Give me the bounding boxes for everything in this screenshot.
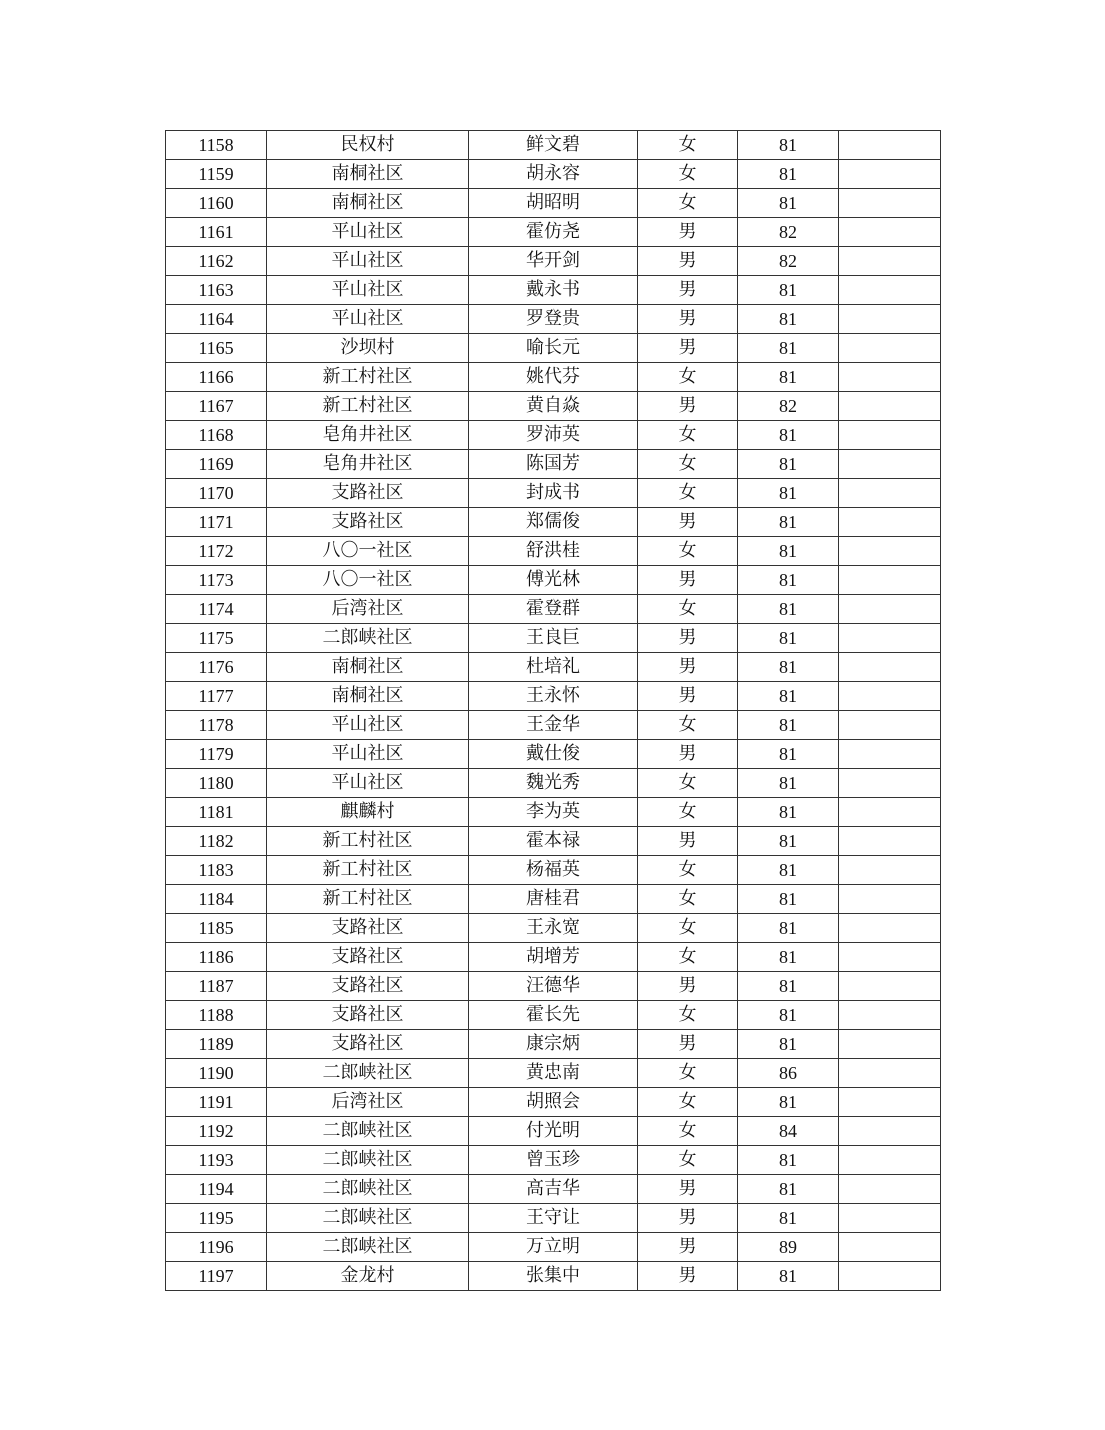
age-cell: 81 [738, 914, 839, 943]
table-row [166, 943, 941, 972]
row-number-cell: 1174 [166, 595, 267, 624]
row-number-cell: 1176 [166, 653, 267, 682]
gender-cell: 女 [638, 537, 738, 566]
gender-cell: 男 [638, 218, 738, 247]
community-cell: 南桐社区 [267, 682, 469, 711]
community-cell: 支路社区 [267, 943, 469, 972]
gender-cell: 男 [638, 1262, 738, 1291]
table-row [166, 334, 941, 363]
gender-cell: 女 [638, 769, 738, 798]
age-cell: 82 [738, 392, 839, 421]
name-cell: 华开剑 [469, 247, 638, 276]
row-number-cell: 1196 [166, 1233, 267, 1262]
name-cell: 李为英 [469, 798, 638, 827]
remark-cell [839, 1117, 941, 1146]
community-cell: 民权村 [267, 131, 469, 160]
table-row [166, 1088, 941, 1117]
community-cell: 支路社区 [267, 508, 469, 537]
name-cell: 万立明 [469, 1233, 638, 1262]
remark-cell [839, 334, 941, 363]
gender-cell: 女 [638, 1146, 738, 1175]
gender-cell: 女 [638, 914, 738, 943]
age-cell: 81 [738, 276, 839, 305]
age-cell: 81 [738, 1262, 839, 1291]
community-cell: 后湾社区 [267, 595, 469, 624]
age-cell: 81 [738, 711, 839, 740]
age-cell: 81 [738, 740, 839, 769]
community-cell: 南桐社区 [267, 653, 469, 682]
community-cell: 平山社区 [267, 740, 469, 769]
row-number-cell: 1182 [166, 827, 267, 856]
name-cell: 霍登群 [469, 595, 638, 624]
community-cell: 新工村社区 [267, 363, 469, 392]
table-row [166, 479, 941, 508]
name-cell: 黄忠南 [469, 1059, 638, 1088]
age-cell: 81 [738, 856, 839, 885]
community-cell: 金龙村 [267, 1262, 469, 1291]
remark-cell [839, 508, 941, 537]
name-cell: 胡照会 [469, 1088, 638, 1117]
age-cell: 81 [738, 508, 839, 537]
gender-cell: 男 [638, 972, 738, 1001]
remark-cell [839, 131, 941, 160]
name-cell: 封成书 [469, 479, 638, 508]
gender-cell: 女 [638, 450, 738, 479]
table-row [166, 1059, 941, 1088]
remark-cell [839, 189, 941, 218]
row-number-cell: 1167 [166, 392, 267, 421]
remark-cell [839, 363, 941, 392]
table-row [166, 914, 941, 943]
row-number-cell: 1163 [166, 276, 267, 305]
row-number-cell: 1195 [166, 1204, 267, 1233]
gender-cell: 女 [638, 363, 738, 392]
gender-cell: 男 [638, 827, 738, 856]
row-number-cell: 1184 [166, 885, 267, 914]
name-cell: 胡永容 [469, 160, 638, 189]
table-row [166, 392, 941, 421]
name-cell: 唐桂君 [469, 885, 638, 914]
age-cell: 81 [738, 798, 839, 827]
row-number-cell: 1168 [166, 421, 267, 450]
gender-cell: 女 [638, 711, 738, 740]
table-row [166, 508, 941, 537]
name-cell: 戴仕俊 [469, 740, 638, 769]
table-row [166, 1262, 941, 1291]
name-cell: 罗沛英 [469, 421, 638, 450]
age-cell: 81 [738, 624, 839, 653]
remark-cell [839, 305, 941, 334]
remark-cell [839, 1233, 941, 1262]
table-row [166, 595, 941, 624]
name-cell: 杨福英 [469, 856, 638, 885]
age-cell: 81 [738, 450, 839, 479]
community-cell: 平山社区 [267, 276, 469, 305]
gender-cell: 男 [638, 1030, 738, 1059]
gender-cell: 男 [638, 1233, 738, 1262]
name-cell: 霍仿尧 [469, 218, 638, 247]
table-row [166, 160, 941, 189]
table-row [166, 885, 941, 914]
table-row [166, 537, 941, 566]
age-cell: 84 [738, 1117, 839, 1146]
remark-cell [839, 537, 941, 566]
age-cell: 81 [738, 334, 839, 363]
age-cell: 81 [738, 1088, 839, 1117]
row-number-cell: 1158 [166, 131, 267, 160]
table-row [166, 653, 941, 682]
row-number-cell: 1162 [166, 247, 267, 276]
name-cell: 王永怀 [469, 682, 638, 711]
table-row [166, 305, 941, 334]
remark-cell [839, 1146, 941, 1175]
gender-cell: 男 [638, 566, 738, 595]
remark-cell [839, 276, 941, 305]
gender-cell: 男 [638, 1175, 738, 1204]
table-row [166, 711, 941, 740]
remark-cell [839, 914, 941, 943]
row-number-cell: 1191 [166, 1088, 267, 1117]
gender-cell: 女 [638, 798, 738, 827]
age-cell: 81 [738, 972, 839, 1001]
remark-cell [839, 218, 941, 247]
community-cell: 支路社区 [267, 972, 469, 1001]
gender-cell: 女 [638, 885, 738, 914]
gender-cell: 男 [638, 682, 738, 711]
table-row [166, 421, 941, 450]
remark-cell [839, 595, 941, 624]
community-cell: 皂角井社区 [267, 450, 469, 479]
name-cell: 郑儒俊 [469, 508, 638, 537]
community-cell: 平山社区 [267, 218, 469, 247]
table-row [166, 131, 941, 160]
age-cell: 81 [738, 682, 839, 711]
community-cell: 新工村社区 [267, 885, 469, 914]
remark-cell [839, 653, 941, 682]
row-number-cell: 1170 [166, 479, 267, 508]
gender-cell: 女 [638, 479, 738, 508]
table-row [166, 682, 941, 711]
gender-cell: 男 [638, 305, 738, 334]
age-cell: 89 [738, 1233, 839, 1262]
community-cell: 新工村社区 [267, 827, 469, 856]
gender-cell: 男 [638, 392, 738, 421]
table-row [166, 566, 941, 595]
table-row [166, 1117, 941, 1146]
table-row [166, 450, 941, 479]
remark-cell [839, 1204, 941, 1233]
row-number-cell: 1188 [166, 1001, 267, 1030]
remark-cell [839, 1088, 941, 1117]
table-row [166, 624, 941, 653]
age-cell: 81 [738, 943, 839, 972]
community-cell: 南桐社区 [267, 160, 469, 189]
table-row [166, 1001, 941, 1030]
remark-cell [839, 566, 941, 595]
table-row [166, 1204, 941, 1233]
table-row [166, 189, 941, 218]
name-cell: 鲜文碧 [469, 131, 638, 160]
age-cell: 81 [738, 769, 839, 798]
remark-cell [839, 711, 941, 740]
row-number-cell: 1179 [166, 740, 267, 769]
table-row [166, 1233, 941, 1262]
community-cell: 二郎峡社区 [267, 1146, 469, 1175]
remark-cell [839, 856, 941, 885]
name-cell: 王永宽 [469, 914, 638, 943]
age-cell: 81 [738, 421, 839, 450]
community-cell: 平山社区 [267, 247, 469, 276]
table-row [166, 856, 941, 885]
row-number-cell: 1197 [166, 1262, 267, 1291]
name-cell: 胡增芳 [469, 943, 638, 972]
gender-cell: 男 [638, 247, 738, 276]
age-cell: 81 [738, 827, 839, 856]
name-cell: 喻长元 [469, 334, 638, 363]
age-cell: 81 [738, 131, 839, 160]
row-number-cell: 1194 [166, 1175, 267, 1204]
name-cell: 姚代芬 [469, 363, 638, 392]
row-number-cell: 1180 [166, 769, 267, 798]
community-cell: 二郎峡社区 [267, 1233, 469, 1262]
age-cell: 86 [738, 1059, 839, 1088]
gender-cell: 男 [638, 1204, 738, 1233]
age-cell: 82 [738, 218, 839, 247]
age-cell: 81 [738, 653, 839, 682]
community-cell: 二郎峡社区 [267, 1175, 469, 1204]
age-cell: 81 [738, 363, 839, 392]
row-number-cell: 1171 [166, 508, 267, 537]
remark-cell [839, 682, 941, 711]
age-cell: 81 [738, 595, 839, 624]
table-row [166, 247, 941, 276]
table-row [166, 798, 941, 827]
community-cell: 沙坝村 [267, 334, 469, 363]
remark-cell [839, 624, 941, 653]
gender-cell: 女 [638, 1117, 738, 1146]
community-cell: 新工村社区 [267, 856, 469, 885]
remark-cell [839, 769, 941, 798]
row-number-cell: 1161 [166, 218, 267, 247]
gender-cell: 男 [638, 624, 738, 653]
name-cell: 傅光林 [469, 566, 638, 595]
name-cell: 杜培礼 [469, 653, 638, 682]
name-cell: 高吉华 [469, 1175, 638, 1204]
row-number-cell: 1175 [166, 624, 267, 653]
remark-cell [839, 1059, 941, 1088]
name-cell: 舒洪桂 [469, 537, 638, 566]
row-number-cell: 1165 [166, 334, 267, 363]
table-row [166, 972, 941, 1001]
name-cell: 付光明 [469, 1117, 638, 1146]
gender-cell: 男 [638, 276, 738, 305]
age-cell: 81 [738, 479, 839, 508]
table-row [166, 218, 941, 247]
remark-cell [839, 160, 941, 189]
row-number-cell: 1160 [166, 189, 267, 218]
row-number-cell: 1181 [166, 798, 267, 827]
table-row [166, 276, 941, 305]
table-row [166, 1175, 941, 1204]
remark-cell [839, 479, 941, 508]
row-number-cell: 1169 [166, 450, 267, 479]
name-cell: 康宗炳 [469, 1030, 638, 1059]
age-cell: 81 [738, 160, 839, 189]
remark-cell [839, 740, 941, 769]
gender-cell: 女 [638, 421, 738, 450]
community-cell: 平山社区 [267, 711, 469, 740]
age-cell: 81 [738, 1204, 839, 1233]
community-cell: 南桐社区 [267, 189, 469, 218]
name-cell: 王良巨 [469, 624, 638, 653]
row-number-cell: 1164 [166, 305, 267, 334]
remark-cell [839, 1001, 941, 1030]
name-cell: 黄自焱 [469, 392, 638, 421]
gender-cell: 男 [638, 653, 738, 682]
age-cell: 81 [738, 885, 839, 914]
row-number-cell: 1187 [166, 972, 267, 1001]
age-cell: 81 [738, 566, 839, 595]
community-cell: 八〇一社区 [267, 537, 469, 566]
table-row [166, 363, 941, 392]
remark-cell [839, 1030, 941, 1059]
name-cell: 霍长先 [469, 1001, 638, 1030]
age-cell: 81 [738, 1001, 839, 1030]
gender-cell: 女 [638, 1088, 738, 1117]
row-number-cell: 1178 [166, 711, 267, 740]
remark-cell [839, 392, 941, 421]
remark-cell [839, 798, 941, 827]
remark-cell [839, 421, 941, 450]
name-cell: 王守让 [469, 1204, 638, 1233]
table-row [166, 740, 941, 769]
row-number-cell: 1166 [166, 363, 267, 392]
name-cell: 霍本禄 [469, 827, 638, 856]
remark-cell [839, 827, 941, 856]
name-cell: 王金华 [469, 711, 638, 740]
gender-cell: 女 [638, 943, 738, 972]
remark-cell [839, 1262, 941, 1291]
community-cell: 麒麟村 [267, 798, 469, 827]
name-cell: 戴永书 [469, 276, 638, 305]
row-number-cell: 1177 [166, 682, 267, 711]
row-number-cell: 1189 [166, 1030, 267, 1059]
community-cell: 后湾社区 [267, 1088, 469, 1117]
name-cell: 张集中 [469, 1262, 638, 1291]
row-number-cell: 1185 [166, 914, 267, 943]
age-cell: 81 [738, 1030, 839, 1059]
gender-cell: 女 [638, 856, 738, 885]
gender-cell: 男 [638, 508, 738, 537]
gender-cell: 女 [638, 189, 738, 218]
community-cell: 二郎峡社区 [267, 1059, 469, 1088]
name-cell: 魏光秀 [469, 769, 638, 798]
row-number-cell: 1190 [166, 1059, 267, 1088]
roster-table-body [166, 131, 941, 1291]
age-cell: 82 [738, 247, 839, 276]
roster-table [165, 130, 941, 1291]
table-row [166, 1030, 941, 1059]
community-cell: 支路社区 [267, 1001, 469, 1030]
row-number-cell: 1172 [166, 537, 267, 566]
age-cell: 81 [738, 1146, 839, 1175]
remark-cell [839, 972, 941, 1001]
community-cell: 支路社区 [267, 1030, 469, 1059]
gender-cell: 女 [638, 1001, 738, 1030]
gender-cell: 男 [638, 740, 738, 769]
gender-cell: 男 [638, 334, 738, 363]
community-cell: 二郎峡社区 [267, 1204, 469, 1233]
community-cell: 平山社区 [267, 305, 469, 334]
community-cell: 二郎峡社区 [267, 624, 469, 653]
name-cell: 汪德华 [469, 972, 638, 1001]
community-cell: 八〇一社区 [267, 566, 469, 595]
row-number-cell: 1183 [166, 856, 267, 885]
community-cell: 新工村社区 [267, 392, 469, 421]
community-cell: 平山社区 [267, 769, 469, 798]
remark-cell [839, 885, 941, 914]
remark-cell [839, 247, 941, 276]
name-cell: 曾玉珍 [469, 1146, 638, 1175]
gender-cell: 女 [638, 1059, 738, 1088]
gender-cell: 女 [638, 160, 738, 189]
name-cell: 罗登贵 [469, 305, 638, 334]
community-cell: 支路社区 [267, 479, 469, 508]
table-row [166, 1146, 941, 1175]
remark-cell [839, 943, 941, 972]
age-cell: 81 [738, 189, 839, 218]
name-cell: 陈国芳 [469, 450, 638, 479]
row-number-cell: 1192 [166, 1117, 267, 1146]
row-number-cell: 1186 [166, 943, 267, 972]
community-cell: 皂角井社区 [267, 421, 469, 450]
community-cell: 支路社区 [267, 914, 469, 943]
table-row [166, 827, 941, 856]
age-cell: 81 [738, 305, 839, 334]
remark-cell [839, 1175, 941, 1204]
community-cell: 二郎峡社区 [267, 1117, 469, 1146]
gender-cell: 女 [638, 595, 738, 624]
row-number-cell: 1173 [166, 566, 267, 595]
table-row [166, 769, 941, 798]
row-number-cell: 1159 [166, 160, 267, 189]
remark-cell [839, 450, 941, 479]
row-number-cell: 1193 [166, 1146, 267, 1175]
gender-cell: 女 [638, 131, 738, 160]
name-cell: 胡昭明 [469, 189, 638, 218]
age-cell: 81 [738, 1175, 839, 1204]
age-cell: 81 [738, 537, 839, 566]
